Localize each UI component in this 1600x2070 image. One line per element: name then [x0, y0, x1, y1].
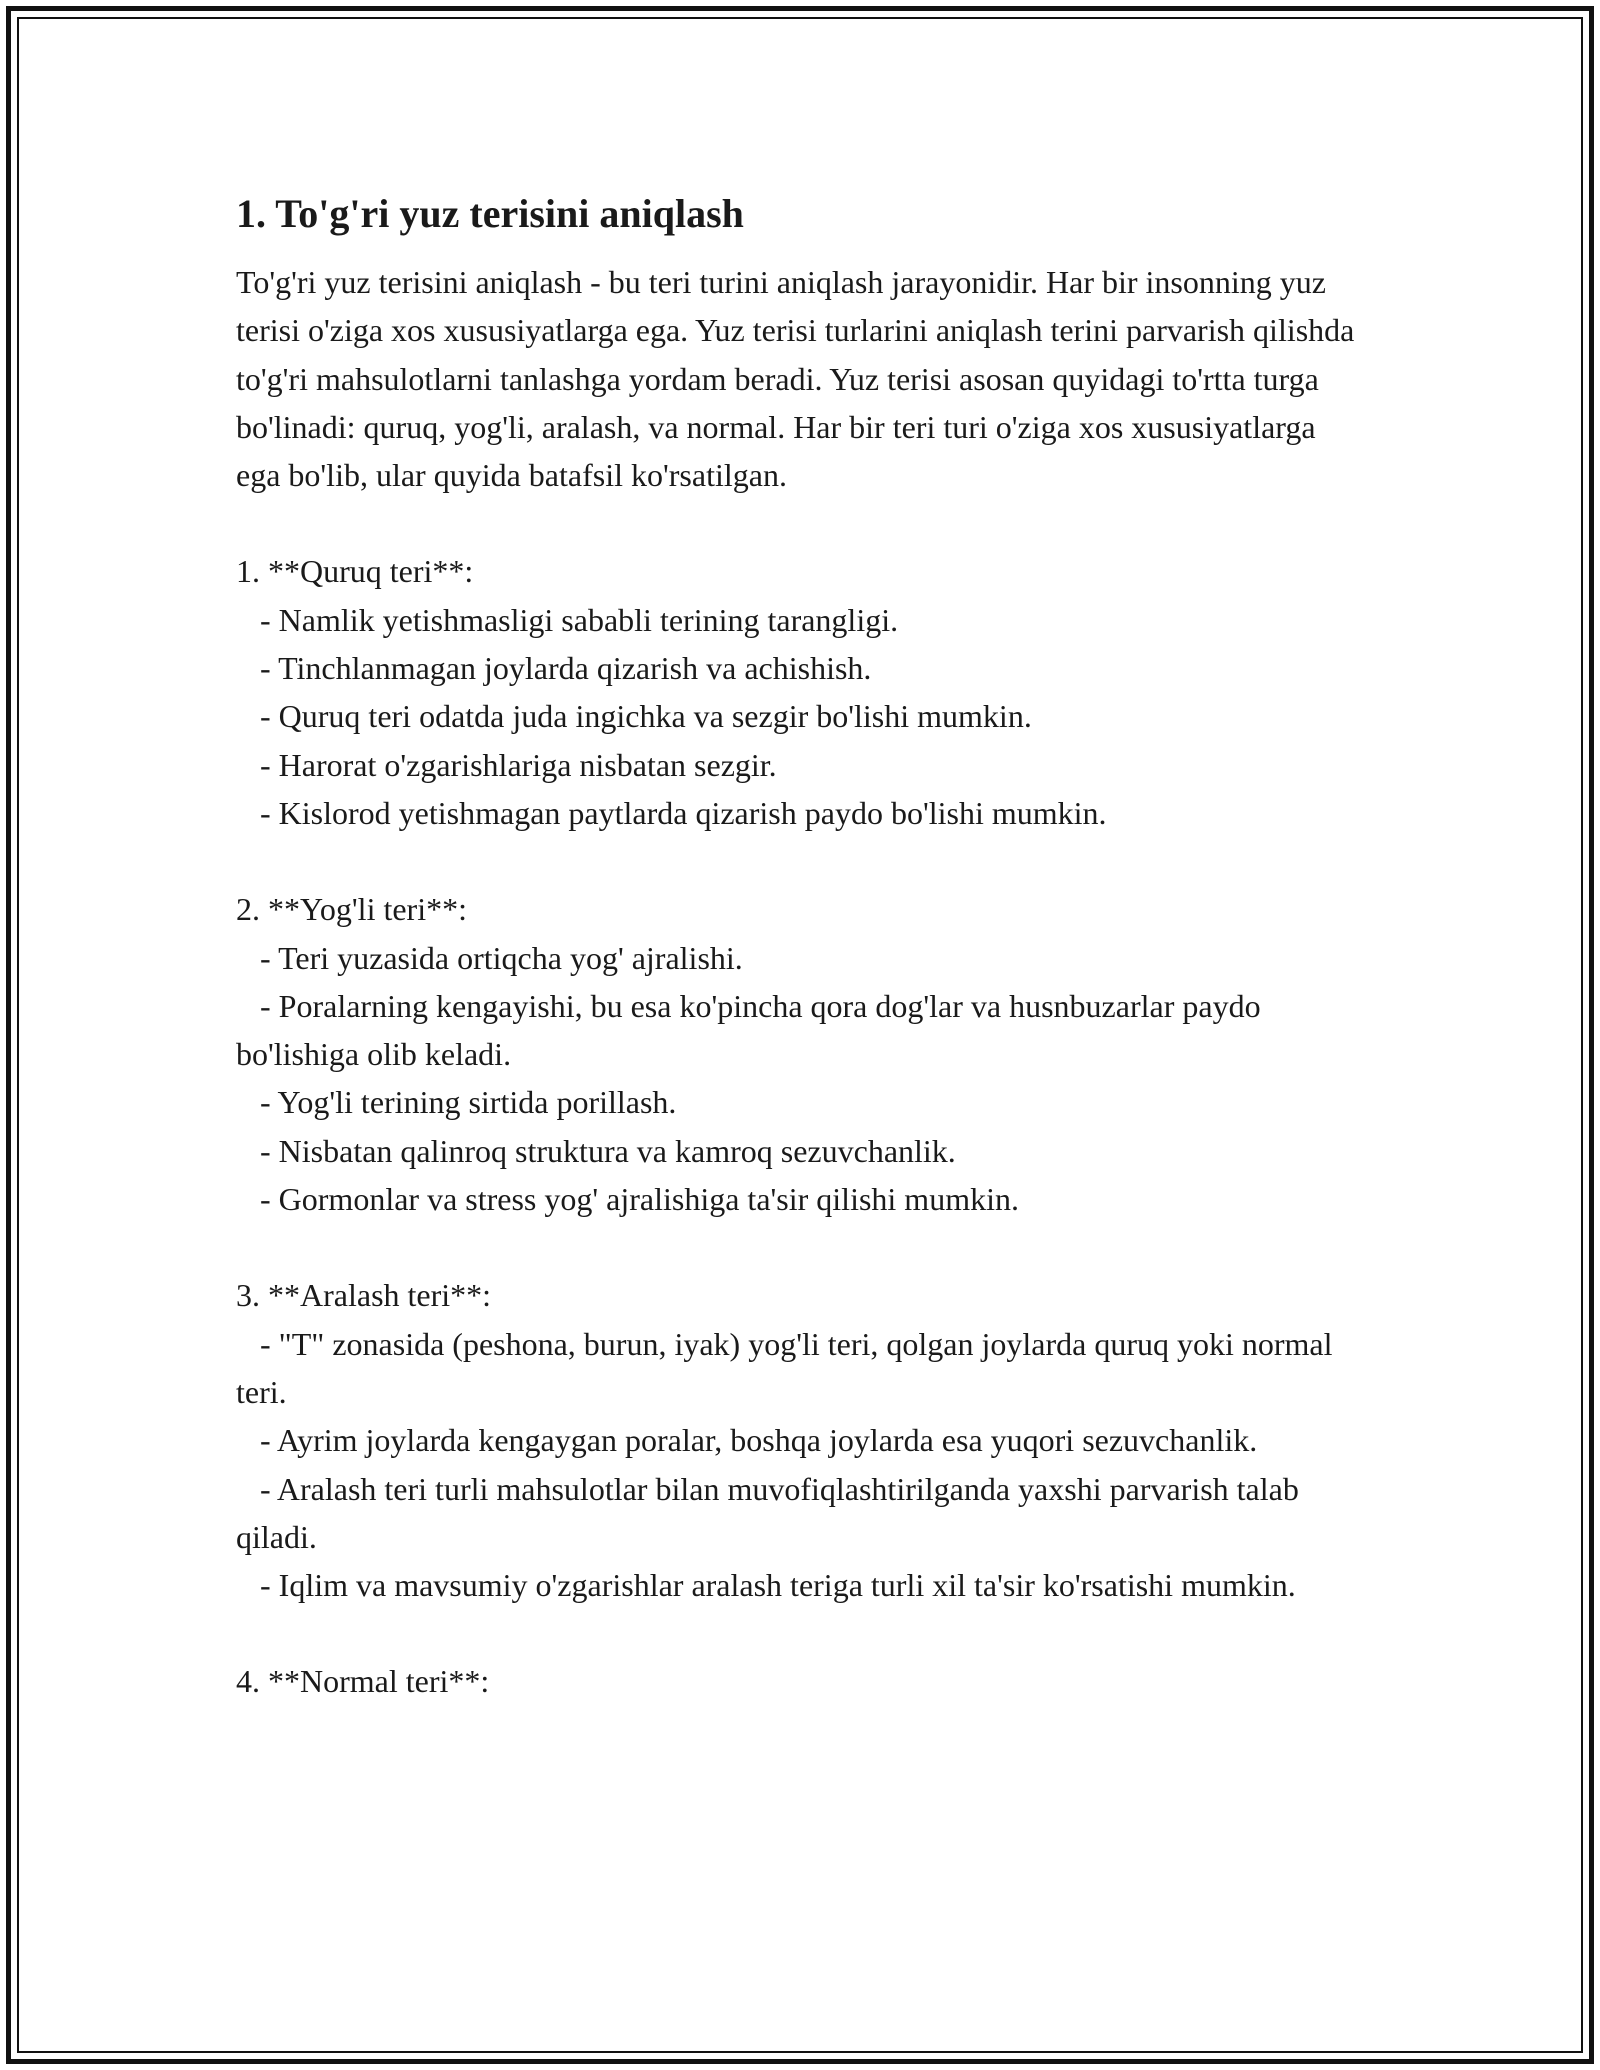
section-title: 3. **Aralash teri**:	[236, 1277, 492, 1314]
list-item: - Aralash teri turli mahsulotlar bilan muvofiqlashtirilganda yaxshi parvarish talab qiladi.	[236, 1470, 1307, 1555]
list-item: - Teri yuzasida ortiqcha yog' ajralishi.	[236, 939, 743, 976]
list-item: - "T" zonasida (peshona, burun, iyak) yog'li teri, qolgan joylarda quruq yoki normal teri.	[236, 1325, 1341, 1410]
section-normal-skin	[236, 1657, 1366, 1705]
list-item: - Nisbatan qalinroq struktura va kamroq sezuvchanlik.	[236, 1132, 956, 1169]
section-title: 4. **Normal teri**:	[236, 1663, 490, 1700]
section-oily-skin	[236, 885, 1366, 1223]
list-item: - Tinchlanmagan joylarda qizarish va achishish.	[236, 650, 872, 687]
section-title: 1. **Quruq teri**:	[236, 553, 474, 590]
section-title: 2. **Yog'li teri**:	[236, 891, 467, 928]
list-item: - Harorat o'zgarishlariga nisbatan sezgir.	[236, 746, 777, 783]
list-item: - Quruq teri odatda juda ingichka va sezgir bo'lishi mumkin.	[236, 698, 1032, 735]
document-body	[236, 186, 1366, 1706]
list-item: - Kislorod yetishmagan paytlarda qizarish paydo bo'lishi mumkin.	[236, 794, 1107, 831]
list-item: - Iqlim va mavsumiy o'zgarishlar aralash teriga turli xil ta'sir ko'rsatishi mumkin.	[236, 1567, 1296, 1604]
intro-paragraph: To'g'ri yuz terisini aniqlash - bu teri turini aniqlash jarayonidir. Har bir insonning yuz terisi o'ziga xos xususiyatlarga ega. Yuz terisi turlarini aniqlash terini parvarish qilishda to'g'ri mahsulotlarni tanlashga yordam beradi. Yuz terisi asosan quyidagi to'rtta turga bo'linadi: quruq, yog'li, aralash, va normal. Har bir teri turi o'ziga xos xususiyatlarga ega bo'lib, ular quyida batafsil ko'rsatilgan.	[236, 264, 1355, 494]
section-combination-skin	[236, 1271, 1366, 1609]
list-item: - Namlik yetishmasligi sababli terining tarangligi.	[236, 601, 899, 638]
list-item: - Poralarning kengayishi, bu esa ko'pincha qora dog'lar va husnbuzarlar paydo bo'lishiga olib keladi.	[236, 987, 1269, 1073]
list-item: - Ayrim joylarda kengaygan poralar, boshqa joylarda esa yuqori sezuvchanlik.	[236, 1422, 1258, 1459]
section-dry-skin	[236, 547, 1366, 837]
page-title: 1. To'g'ri yuz terisini aniqlash	[236, 191, 744, 236]
list-item: - Gormonlar va stress yog' ajralishiga ta'sir qilishi mumkin.	[236, 1181, 1019, 1218]
list-item: - Yog'li terining sirtida porillash.	[236, 1084, 677, 1121]
